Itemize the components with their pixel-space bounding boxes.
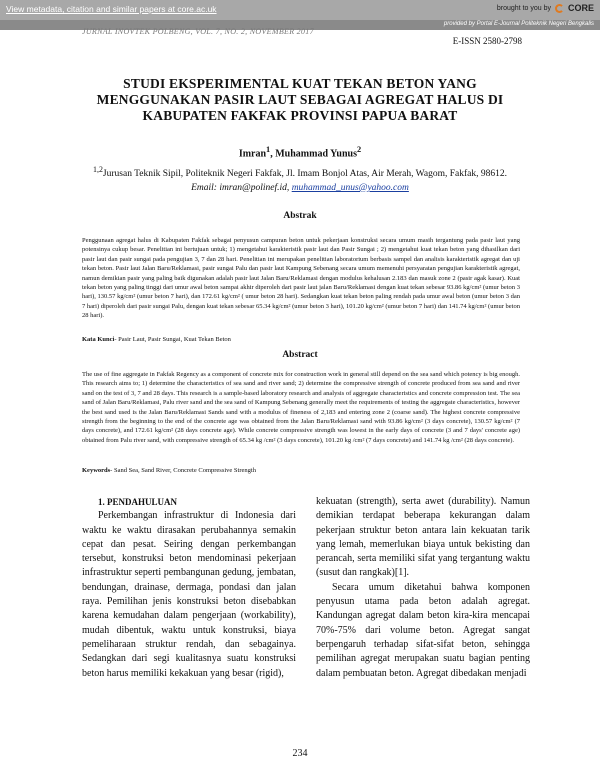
- author-separator: ,: [270, 148, 276, 160]
- body-left-column: [82, 495, 296, 681]
- section-heading: 1. PENDAHULUAN: [98, 497, 178, 507]
- page-number: 234: [292, 748, 308, 759]
- provider-text[interactable]: provided by Portal E-Journal Politeknik Negeri Bengkalis: [443, 21, 594, 27]
- right-paragraph-2: Secara umum diketahui bahwa komponen penyusun utama pada beton adalah agregat. Kandungan agregat dalam beton kira-kira mencapai 70%-75% dari volume beton. Agregat sangat berpengaruh terhadap sifat-sifat beton, sehingga pemilihan agregat merupakan suatu bagian penting dalam pembuatan beton. Agregat dibedakan menjadi: [316, 581, 530, 679]
- authors: [0, 145, 600, 159]
- core-label: CORE: [567, 3, 594, 13]
- author-2: Muhammad Yunus: [275, 148, 358, 160]
- abstract-heading: Abstract: [282, 350, 318, 360]
- journal-header: JURNAL INOVTEK POLBENG, VOL. 7, NO. 2, NOVEMBER 2017: [82, 27, 314, 36]
- left-paragraph-1: Perkembangan infrastruktur di Indonesia dari waktu ke waktu dirasakan perubahannya semakin cepat dan pesat. Seiring dengan perkembangan tersebut, konstruksi beton mendominasi pekerjaan infrastruktur seperti pembangunan gedung, jembatan, bendungan, drainase, dermaga, pondasi dan jalan raya. Pemilihan jenis konstruksi beton disebabkan karena kemudahan dalam pengerjaan (workability), mudah dibentuk, waktu untuk konstruksi, biaya pemeliharaan struktur rendah, dan sebagainya. Sedangkan dari segi kualitasnya suatu konstruksi beton harus memiliki kekakuan yang besar (rigid),: [82, 510, 296, 679]
- kata-kunci: [82, 336, 520, 343]
- abstrak-text: Penggunaan agregat halus di Kabupaten Fakfak sebagai penyusun campuran beton untuk pekerjaan konstruksi secara umum masih tergantung pada pasir laut yang potensinya cukup besar. Penelitian ini bertujuan untuk; 1) mengetahui karakteristik pasir laut dan Pasir Sungai ; 2) mengetahui kuat tekan beton yang dihasilkan dari pasir laut dan pasir sungai pada pengujian 3, 7 dan 28 hari. Penelitian ini merupakan penelitian laboratorium berbasis sampel dan analisis karakteristik agregat dan uji tekan beton. Pasir laut Jalan Baru/Reklamasi, pasir sungai Palu dan pasir laut Kampung Sebenang secara umum memenuhi persyaratan pengujian karakteristik agregat, namun demikian pasir yang paling baik digunakan adalah pasir laut Jalan Baru/Reklamasi dengan modulus kehalusan 2.183 dan masuk zone 2 (pasir agak kasar). Kuat tekan beton yang paling tinggi dari umur awal beton sampai akhir diperoleh dari pasir laut jalan Baru/Reklamasi dengan kuat tekan sebesar 93.86 kg/cm² (umur beton 3 hari), 130.57 kg/cm² (umur beton 7 hari), dan 172.61 kg/cm² ( umur beton 28 hari). Sedangkan kuat tekan beton paling rendah pada umur awal beton (umur beton 3 dan 7 hari) diperoleh dari pasir sungai Palu, dengan kuat tekan sebesar 65.34 kg/cm² (umur beton 3 hari), 101.20 kg/cm² (umur beton 7 hari) dan 141.74 kg/cm² (umur beton 28 hari).: [82, 237, 520, 320]
- right-paragraph-1: kekuatan (strength), serta awet (durability). Namun demikian terdapat beberapa kekurangan dalam pekerjaan struktur beton antara lain kekuatan tarik yang lemah, memerlukan biaya untuk bekisting dan perancah, serta memiliki sifat yang tergantung waktu (susut dan rangkak)[1].: [316, 496, 530, 579]
- kata-kunci-text: - Pasir Laut, Pasir Sungai, Kuat Tekan Beton: [114, 336, 231, 343]
- keywords-label: Keywords: [82, 467, 111, 474]
- core-branding[interactable]: [497, 3, 594, 13]
- email-prefix: Email: imran@polinef.id,: [191, 183, 292, 193]
- paper-title: [60, 76, 540, 124]
- title-line-3: KABUPATEN FAKFAK PROVINSI PAPUA BARAT: [142, 108, 458, 123]
- brought-label: brought to you by: [496, 4, 551, 12]
- core-metadata-link[interactable]: View metadata, citation and similar papers at core.ac.uk: [6, 4, 217, 14]
- affiliation-text: Jurusan Teknik Sipil, Politeknik Negeri Fakfak, Jl. Imam Bonjol Atas, Air Merah, Wagom, Fakfak, 98612.: [102, 169, 507, 180]
- title-line-2: MENGGUNAKAN PASIR LAUT SEBAGAI AGREGAT HALUS DI: [96, 92, 504, 107]
- keywords: [82, 467, 520, 474]
- keywords-text: - Sand Sea, Sand River, Concrete Compressive Strength: [110, 467, 256, 474]
- core-topbar: [0, 0, 600, 20]
- affiliation: [0, 165, 600, 179]
- eissn: E-ISSN 2580-2798: [452, 36, 522, 46]
- emails: [0, 183, 600, 193]
- abstrak-heading: Abstrak: [283, 211, 317, 221]
- email-link[interactable]: muhammad_unus@yahoo.com: [291, 183, 409, 193]
- kata-kunci-label: Kata Kunci: [82, 336, 115, 343]
- author-1: Imran: [238, 148, 267, 160]
- body-right-column: [316, 495, 530, 681]
- author-1-sup: 1: [266, 145, 271, 154]
- affiliation-sup: 1,2: [93, 165, 103, 174]
- core-logo-icon: [555, 4, 564, 13]
- title-line-1: STUDI EKSPERIMENTAL KUAT TEKAN BETON YANG: [123, 76, 477, 91]
- abstract-text: The use of fine aggregate in Fakfak Regency as a component of concrete mix for construction work in general still depend on the sea sand which potency is big enough. This research aims to; 1) determine the characteristics of sea sand and river sand; 2) determine the compressive strength of concrete produced from sea sand and river sand on the test of 3, 7 and 28 days. This research is a sample-based laboratory research and analysis of aggregate characteristics and concrete compression test. The sea sand of Jalan Baru/Reklamasi, Palu river sand and the sea sand of Kampung Sebenang generally meet the requirements of testing the aggregate characteristics, however the best sand used is the Jalan Baru/Reklamasi Sands sand with a modulus of fineness of 2,183 and entering zone 2 (coarse sand). The highest concrete compressive strength from the beginning to the end of the concrete age was obtained from the Jalan Baru/Reklamasi sand with 93.86 kg/cm² (3 days concrete), 130.57 kg/cm² (7 days concrete), and 172.61 kg/cm² (28 days concrete age). While concrete compressive strength was lowest in the early days of concrete (3 and 7 days' concrete age) obtained from Palu river sand, with compressive strength of 65.34 kg /cm² (3 days concrete), 101.20 kg /cm² (7 days concrete) and 141.74 kg /cm² (28 days concrete).: [82, 371, 520, 444]
- author-2-sup: 2: [357, 145, 362, 154]
